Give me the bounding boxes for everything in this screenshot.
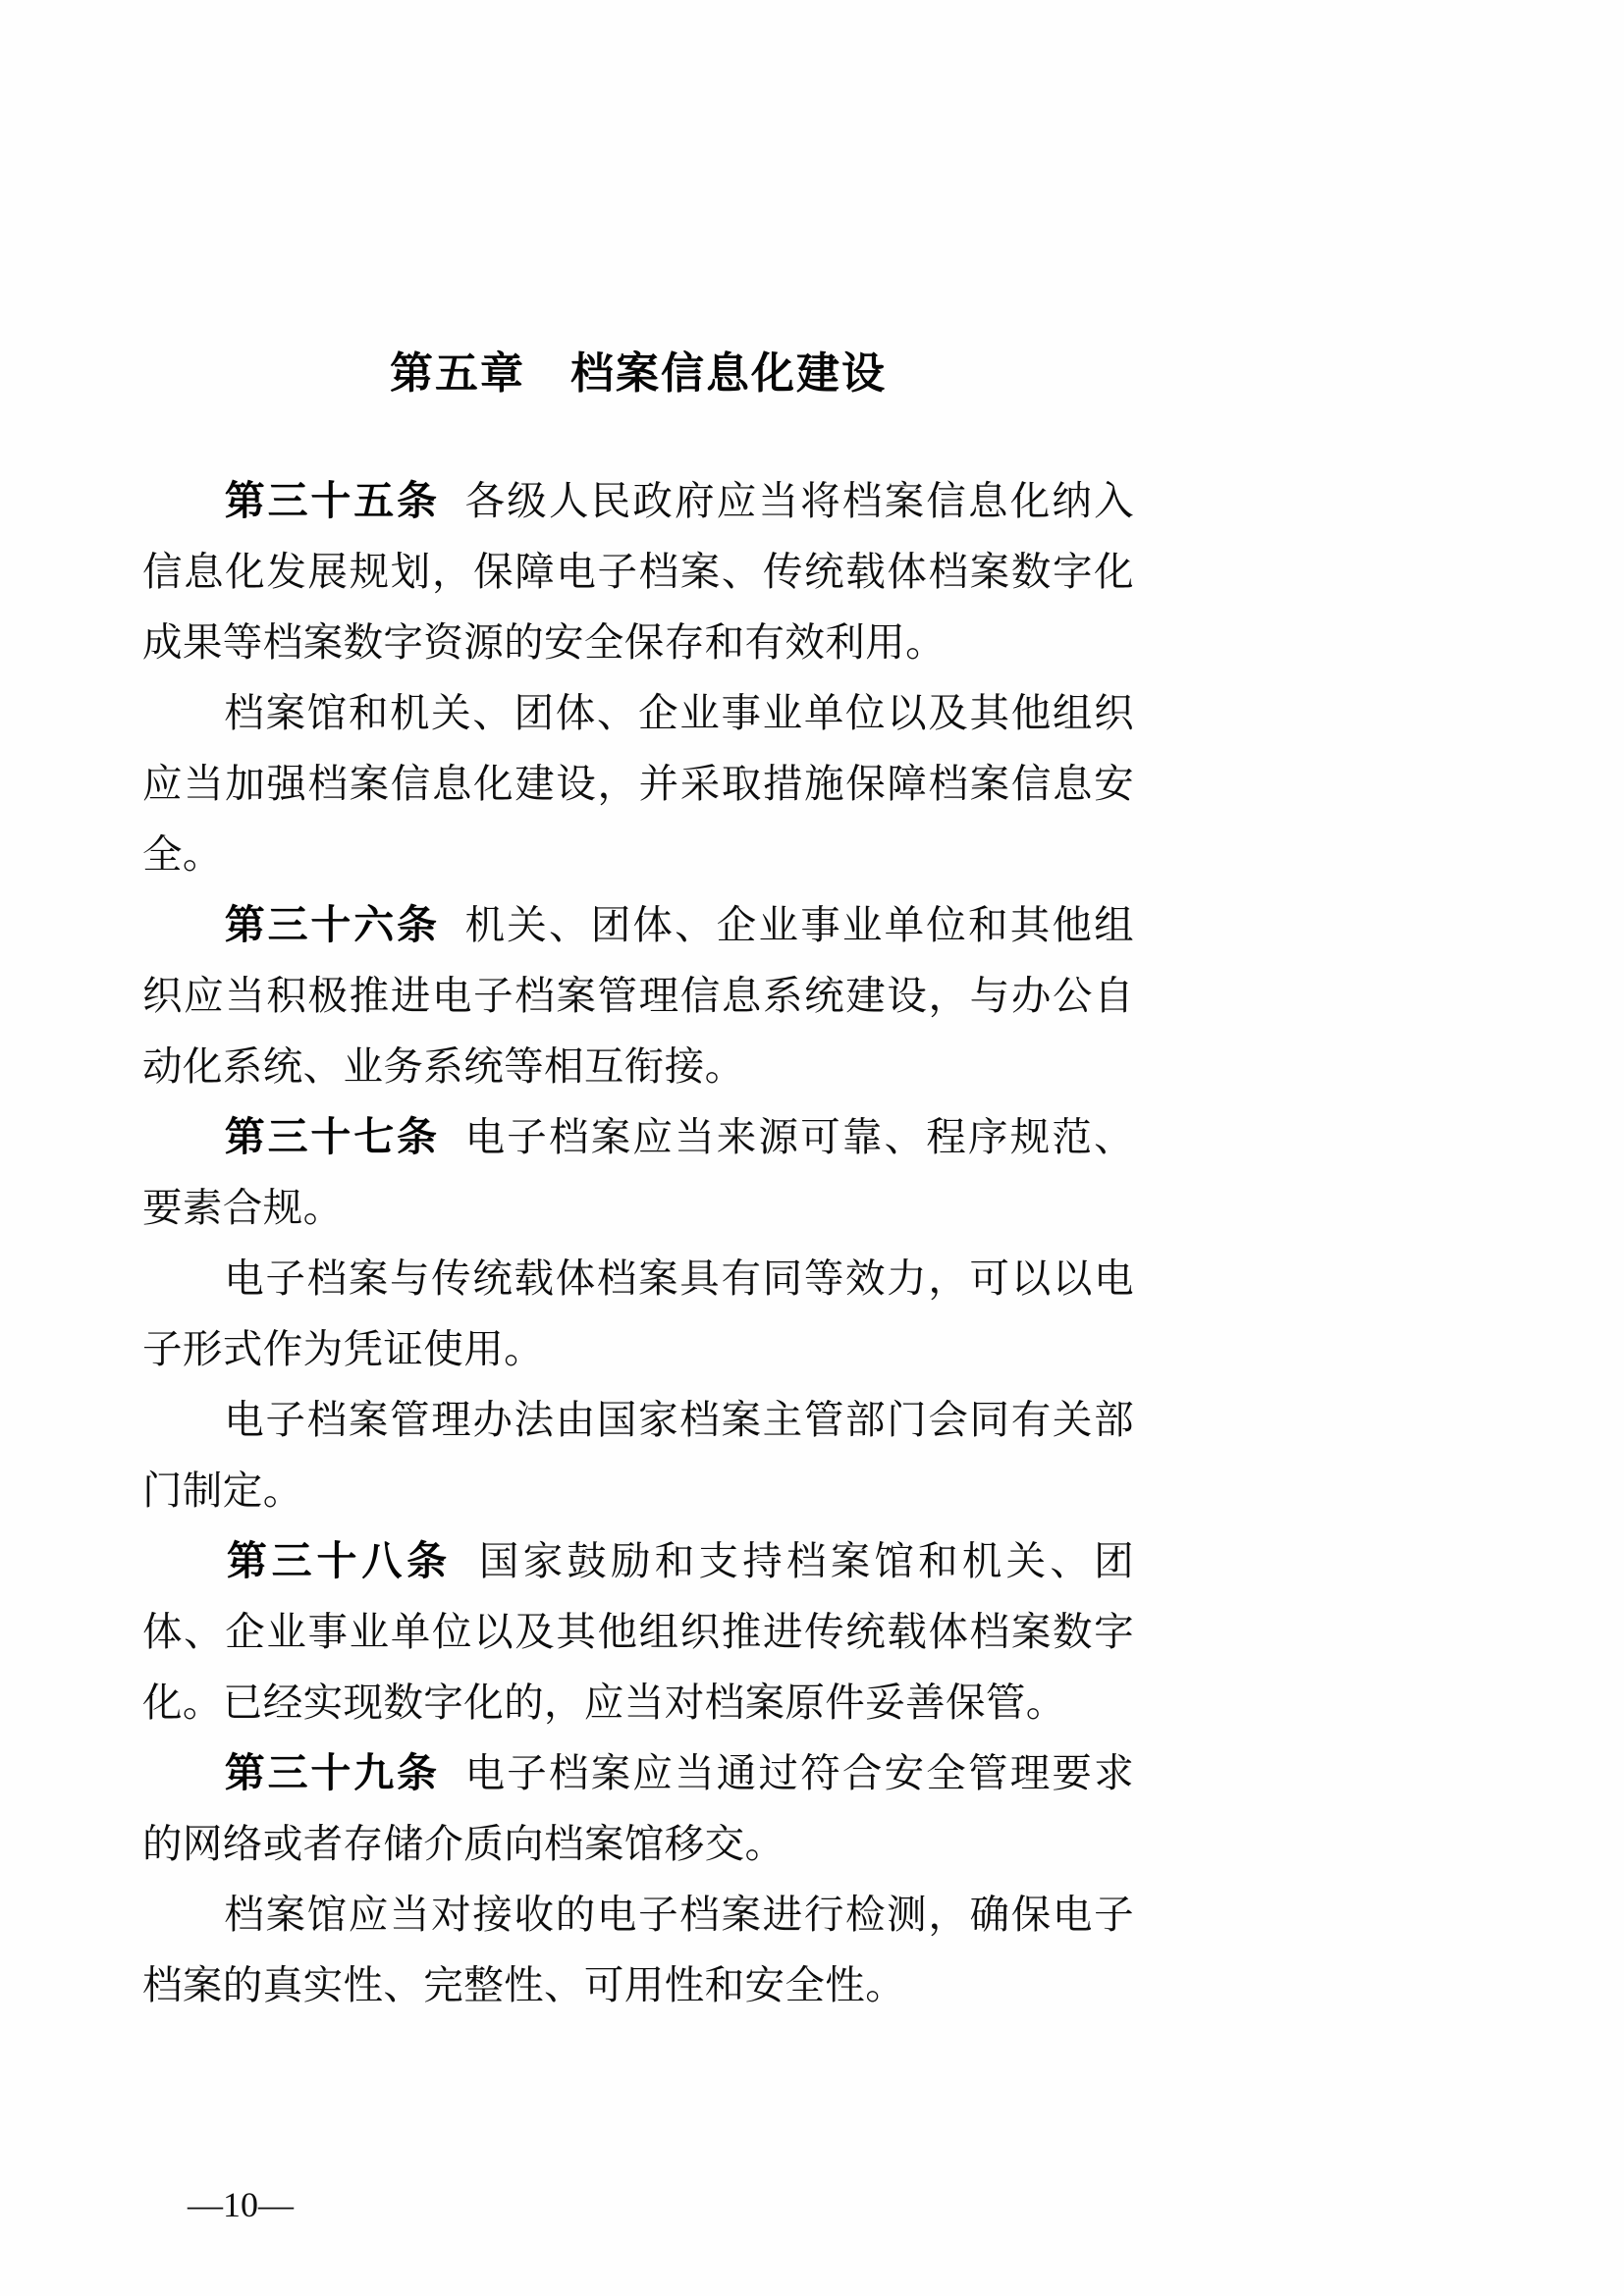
page-number-footer: —10— [188,2185,294,2224]
article-body-text: 国家鼓励和支持档案馆和机关、团体、企业事业单位以及其他组织推进传统载体档案数字化。已经实现数字化的，应当对档案原件妥善保管。 [142,1536,1134,1726]
page-content [142,0,1134,2020]
chapter-title: 第五章 档案信息化建设 [390,348,887,399]
article-paragraph [142,889,1134,1101]
article-body-text: 电子档案应当来源可靠、程序规范、要素合规。 [142,1112,1135,1231]
article-number: 第三十九条 [223,1748,440,1796]
article-body-text: 档案馆和机关、团体、企业事业单位以及其他组织应当加强档案信息化建设，并采取措施保障档案信息安全。 [142,688,1134,878]
article-body-text: 电子档案应当通过符合安全管理要求的网络或者存储介质向档案馆移交。 [142,1748,1135,1867]
article-paragraph [142,1525,1134,1737]
article-body-text: 电子档案与传统载体档案具有同等效力，可以以电子形式作为凭证使用。 [142,1254,1134,1372]
article-paragraph [142,1879,1134,2020]
article-body-text: 各级人民政府应当将档案信息化纳入信息化发展规划，保障电子档案、传统载体档案数字化成果等档案数字资源的安全保存和有效利用。 [142,476,1135,666]
article-paragraph [142,677,1134,889]
article-paragraph [142,1384,1134,1525]
article-number: 第三十七条 [223,1112,440,1160]
article-body-text: 档案馆应当对接收的电子档案进行检测，确保电子档案的真实性、完整性、可用性和安全性。 [142,1890,1134,2008]
article-number: 第三十五条 [223,476,440,524]
article-number: 第三十八条 [223,1536,452,1584]
article-paragraph [142,465,1134,677]
article-body-text: 电子档案管理办法由国家档案主管部门会同有关部门制定。 [142,1395,1134,1514]
article-body-text: 机关、团体、企业事业单位和其他组织应当积极推进电子档案管理信息系统建设，与办公自动化系统、业务系统等相互衔接。 [142,900,1135,1090]
article-paragraph [142,1243,1134,1384]
article-number: 第三十六条 [223,900,440,948]
article-paragraph [142,1737,1134,1879]
article-paragraph [142,1101,1134,1243]
